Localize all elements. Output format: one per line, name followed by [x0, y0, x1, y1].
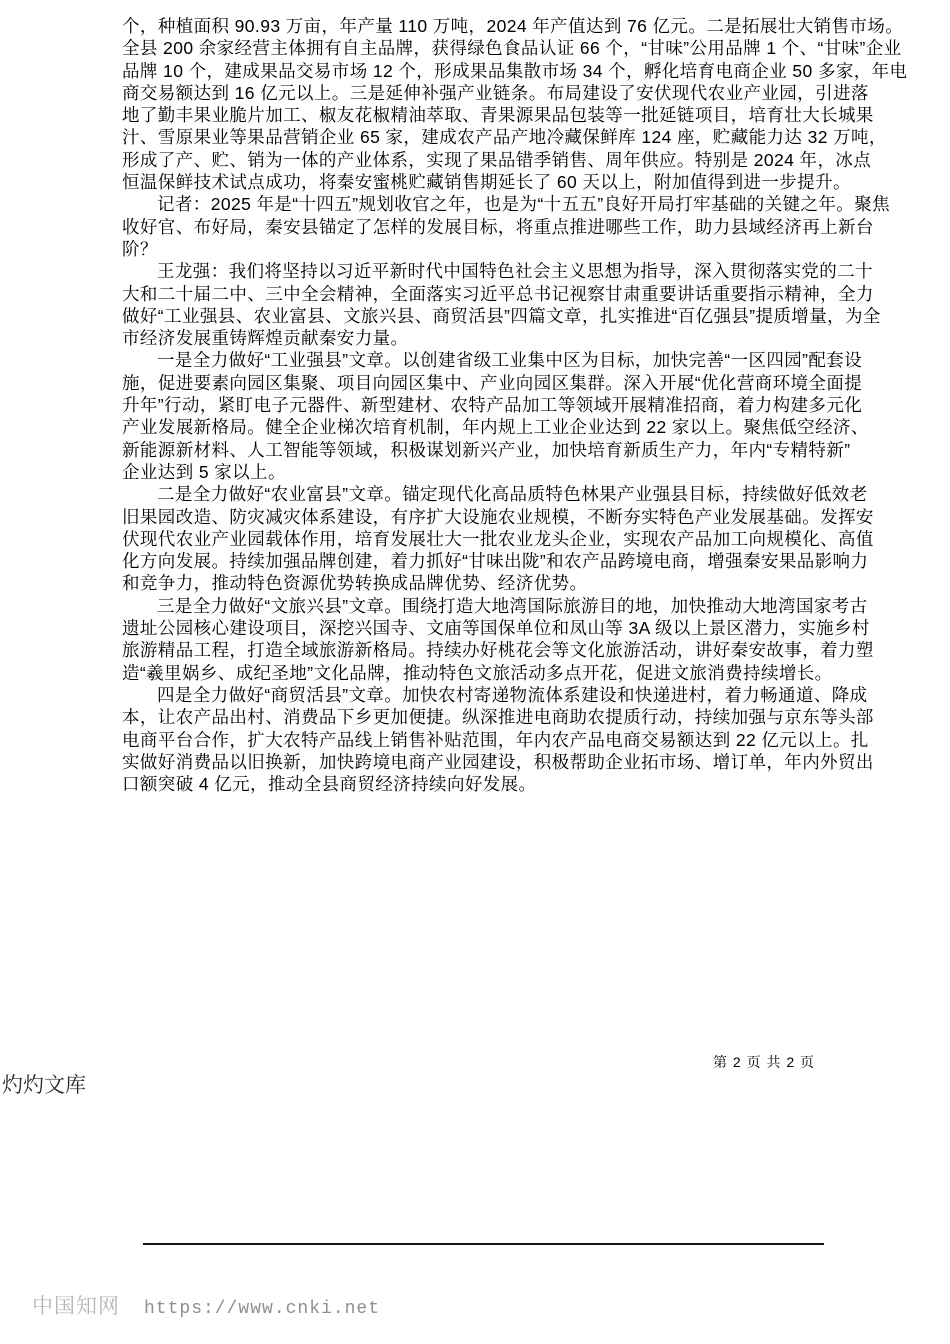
document-line: 施，促进要素向园区集聚、项目向园区集中、产业向园区集群。深入开展“优化营商环境全面提: [122, 372, 863, 393]
document-line: 本，让农产品出村、消费品下乡更加便捷。纵深推进电商助农提质行动，持续加强与京东等头部: [122, 707, 874, 728]
document-line: 全县 200 余家经营主体拥有自主品牌，获得绿色食品认证 66 个，“甘味”公用品牌 1 个、“甘味”企业: [122, 38, 902, 59]
document-line: 大和二十届二中、三中全会精神，全面落实习近平总书记视察甘肃重要讲话重要指示精神，全力: [122, 283, 874, 304]
document-line: 市经济发展重铸辉煌贡献秦安力量。: [122, 328, 409, 349]
document-line: 电商平台合作，扩大农特产品线上销售补贴范围，年内农产品电商交易额达到 22 亿元以上。扎: [122, 729, 869, 750]
document-body-text: [122, 15, 908, 795]
document-line: 收好官、布好局，秦安县锚定了怎样的发展目标，将重点推进哪些工作，助力县域经济再上新台: [122, 216, 874, 237]
document-line: 记者：2025 年是“十四五”规划收官之年，也是为“十五五”良好开局打牢基础的关键之年。聚焦: [157, 194, 891, 215]
document-line: 化方向发展。持续加强品牌创建，着力抓好“甘味出陇”和农产品跨境电商，增强秦安果品影响力: [122, 551, 869, 572]
document-line: 四是全力做好“商贸活县”文章。加快农村寄递物流体系建设和快递进村，着力畅通道、降成: [157, 684, 868, 705]
document-line: 产业发展新格局。健全企业梯次培育机制，年内规上工业企业达到 22 家以上。聚焦低空经济、: [122, 417, 869, 438]
document-line: 企业达到 5 家以上。: [122, 461, 286, 482]
document-line: 做好“工业强县、农业富县、文旅兴县、商贸活县”四篇文章，扎实推进“百亿强县”提质增量，为全: [122, 305, 881, 326]
document-line: 汁、雪原果业等果品营销企业 65 家，建成农产品产地冷藏保鲜库 124 座，贮藏能力达 32 万吨，: [122, 127, 887, 148]
footer-divider-line: [143, 1243, 824, 1245]
document-line: 三是全力做好“文旅兴县”文章。围绕打造大地湾国际旅游目的地，加快推动大地湾国家考古: [157, 595, 868, 616]
page-number: 第 2 页 共 2 页: [713, 1054, 816, 1070]
cnki-footer: [32, 1290, 380, 1320]
document-line: 商交易额达到 16 亿元以上。三是延伸补强产业链条。布局建设了安伏现代农业产业园，引进落: [122, 82, 869, 103]
document-line: 升年”行动，紧盯电子元器件、新型建材、农特产品加工等领域开展精准招商，着力构建多元化: [122, 395, 863, 416]
cnki-url-text: https://www.cnki.net: [144, 1299, 381, 1319]
document-line: 伏现代农业产业园载体作用，培育发展壮大一批农业龙头企业，实现农产品加工向规模化、高值: [122, 528, 874, 549]
document-line: 一是全力做好“工业强县”文章。以创建省级工业集中区为目标，加快完善“一区四园”配套设: [157, 350, 863, 371]
document-line: 个，种植面积 90.93 万亩，年产量 110 万吨，2024 年产值达到 76 亿元。二是拓展壮大销售市场。: [122, 16, 904, 36]
document-line: 旧果园改造、防灾减灾体系建设，有序扩大设施农业规模，不断夯实特色产业发展基础。发挥安: [122, 506, 874, 527]
document-line: 新能源新材料、人工智能等领域，积极谋划新兴产业，加快培育新质生产力，年内“专精特新”: [122, 439, 851, 460]
document-line: 形成了产、贮、销为一体的产业体系，实现了果品错季销售、周年供应。特别是 2024 年，冰点: [122, 149, 872, 170]
document-line: 旅游精品工程，打造全域旅游新格局。持续办好桃花会等文化旅游活动，讲好秦安故事，着力塑: [122, 640, 874, 661]
document-line: 二是全力做好“农业富县”文章。锚定现代化高品质特色林果产业强县目标，持续做好低效老: [157, 484, 868, 505]
document-line: 和竞争力，推动特色资源优势转换成品牌优势、经济优势。: [122, 573, 588, 594]
library-watermark: 灼灼文库: [2, 1074, 86, 1097]
cnki-logo-text: 中国知网: [32, 1294, 120, 1318]
document-line: 遗址公园核心建设项目，深挖兴国寺、文庙等国保单位和凤山等 3A 级以上景区潜力，实施乡村: [122, 618, 870, 639]
document-line: 地了勤丰果业脆片加工、椒友花椒精油萃取、青果源果品包装等一批延链项目，培育壮大长城果: [122, 105, 874, 126]
document-line: 阶？: [122, 238, 158, 259]
document-line: 造“羲里娲乡、成纪圣地”文化品牌，推动特色文旅活动多点开花，促进文旅消费持续增长。: [122, 662, 833, 683]
document-line: 实做好消费品以旧换新，加快跨境电商产业园建设，积极帮助企业拓市场、增订单，年内外贸出: [122, 751, 874, 772]
document-line: 王龙强：我们将坚持以习近平新时代中国特色社会主义思想为指导，深入贯彻落实党的二十: [157, 261, 873, 282]
document-line: 恒温保鲜技术试点成功，将秦安蜜桃贮藏销售期延长了 60 天以上，附加值得到进一步提升。: [122, 172, 851, 193]
document-line: 品牌 10 个，建成果品交易市场 12 个，形成果品集散市场 34 个，孵化培育电商企业 50 多家，年电: [122, 60, 908, 81]
document-line: 口额突破 4 亿元，推动全县商贸经济持续向好发展。: [122, 774, 537, 795]
